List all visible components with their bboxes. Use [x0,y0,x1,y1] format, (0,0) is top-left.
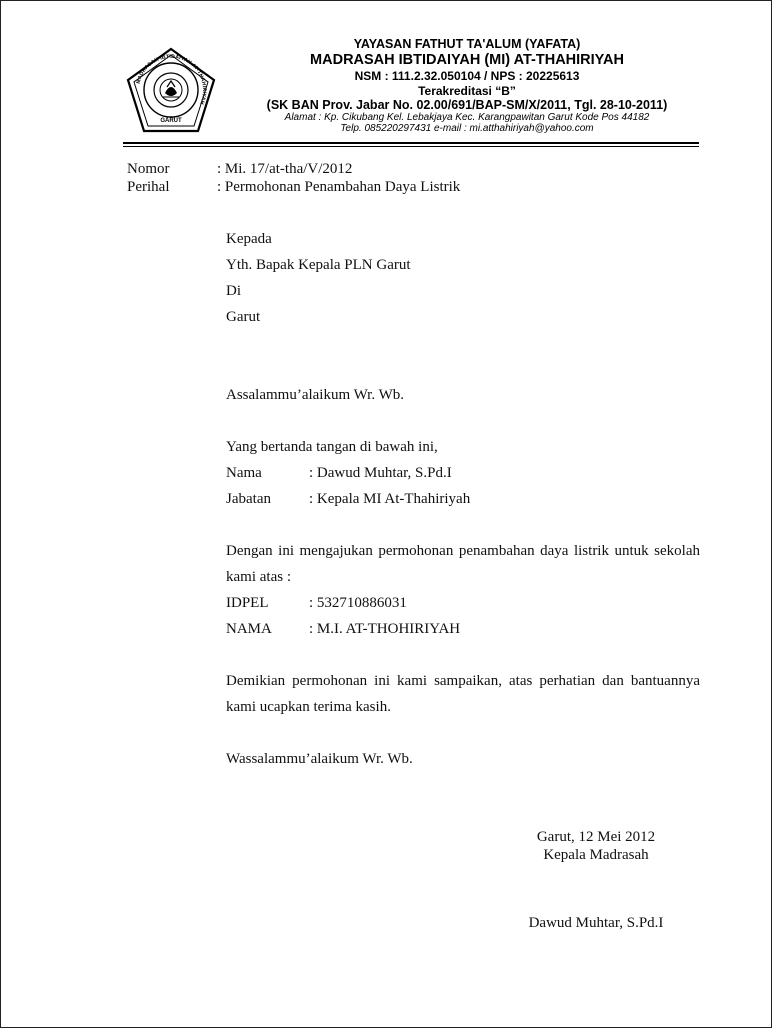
perihal-label: Perihal [127,179,170,195]
request-paragraph-line2: kami atas : [226,569,291,585]
foundation-name: YAYASAN FATHUT TA'ALUM (YAFATA) [353,37,581,51]
closing-paragraph-line2: kami ucapkan terima kasih. [226,699,391,715]
signer-name-value: : Dawud Muhtar, S.Pd.I [309,465,452,481]
farewell: Wassalammu’alaikum Wr. Wb. [226,751,413,767]
letterhead-divider-thick [123,142,699,144]
school-contact: Telp. 085220297431 e-mail : mi.atthahiriyah@yahoo.com [340,123,594,134]
logo-bottom-text: GARUT [160,118,182,124]
school-address: Alamat : Kp. Cikubang Kel. Lebakjaya Kec. Karangpawitan Garut Kode Pos 44182 [284,112,650,123]
recipient-di: Di [226,283,241,299]
nomor-value: : Mi. 17/at-tha/V/2012 [217,161,353,177]
greeting: Assalammu’alaikum Wr. Wb. [226,387,404,403]
request-paragraph-line1: Dengan ini mengajukan permohonan penambahan daya listrik untuk sekolah [226,543,700,559]
accreditation-decree: (SK BAN Prov. Jabar No. 02.00/691/BAP-SM/X/2011, Tgl. 28-10-2011) [266,98,668,112]
recipient-name: Yth. Bapak Kepala PLN Garut [226,257,411,273]
signature-place-date: Garut, 12 Mei 2012 [536,829,656,845]
intro-line: Yang bertanda tangan di bawah ini, [226,439,438,455]
idpel-label: IDPEL [226,595,269,611]
signer-position-label: Jabatan [226,491,271,507]
recipient-city: Garut [226,309,261,325]
nsm-nps: NSM : 111.2.32.050104 / NPS : 20225613 [354,69,580,83]
school-name: MADRASAH IBTIDAIYAH (MI) AT-THAHIRIYAH [310,52,624,68]
signature-name: Dawud Muhtar, S.Pd.I [528,915,664,931]
nomor-label: Nomor [127,161,170,177]
signature-position: Kepala Madrasah [543,847,649,863]
accreditation: Terakreditasi “B” [418,84,516,98]
logo-ring-text: MADRASAH IBTIDAIYAH AT-THAHIRIYAH [135,53,208,106]
signer-name-label: Nama [226,465,262,481]
recipient-kepada: Kepada [226,231,272,247]
signer-position-value: : Kepala MI At-Thahiriyah [309,491,471,507]
idpel-value: : 532710886031 [309,595,407,611]
perihal-value: : Permohonan Penambahan Daya Listrik [217,179,461,195]
letterhead-divider-thin [123,146,699,147]
school-logo-seal [125,47,217,133]
closing-paragraph-line1: Demikian permohonan ini kami sampaikan, atas perhatian dan bantuannya [226,673,700,689]
customer-name-value: : M.I. AT-THOHIRIYAH [309,621,461,637]
customer-name-label: NAMA [226,621,272,637]
